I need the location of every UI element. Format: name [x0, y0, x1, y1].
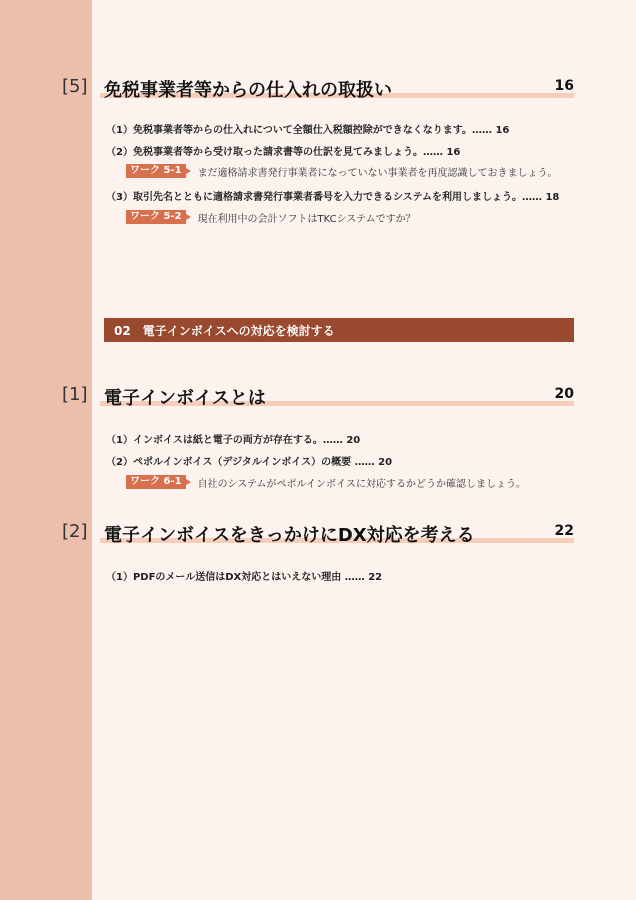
- toc-item[interactable]: （3）取引先名とともに適格請求書発行事業者番号を入力できるシステムを利用しましょう。…… 18: [106, 192, 560, 203]
- toc-item[interactable]: （1）インボイスは紙と電子の両方が存在する。…… 20: [106, 435, 361, 446]
- section-title: 電子インボイスとは: [104, 388, 266, 409]
- work-entry-5-1[interactable]: [126, 164, 558, 178]
- work-text: 現在利用中の会計ソフトはTKCシステムですか？: [197, 213, 416, 225]
- toc-item[interactable]: （1）免税事業者等からの仕入れについて全額仕入税額控除ができなくなります。…… 16: [106, 125, 510, 136]
- toc-item[interactable]: （2）ペポルインボイス（デジタルインボイス）の概要 …… 20: [106, 457, 393, 468]
- section-heading-1[interactable]: [62, 384, 574, 414]
- section-page-number: 16: [554, 78, 574, 94]
- section-heading-5[interactable]: [62, 76, 574, 106]
- work-text: まだ適格請求書発行事業者になっていない事業者を再度認識しておきましょう。: [197, 167, 558, 179]
- section-title: 電子インボイスをきっかけにDX対応を考える: [104, 525, 475, 546]
- work-text: 自社のシステムがペポルインボイスに対応するかどうか確認しましょう。: [197, 478, 526, 490]
- work-entry-5-2[interactable]: [126, 210, 416, 224]
- work-tag: ワーク 5-2: [126, 210, 186, 224]
- side-color-band: [0, 0, 92, 900]
- section-number: [5]: [62, 76, 88, 97]
- section-page-number: 20: [554, 386, 574, 402]
- toc-item[interactable]: （1）PDFのメール送信はDX対応とはいえない理由 …… 22: [106, 572, 383, 583]
- section-heading-2[interactable]: [62, 521, 574, 551]
- work-tag: ワーク 6-1: [126, 475, 186, 489]
- section-number: [2]: [62, 521, 88, 542]
- work-tag: ワーク 5-1: [126, 164, 186, 178]
- chapter-bar[interactable]: 02 電子インボイスへの対応を検討する: [104, 318, 574, 342]
- section-number: [1]: [62, 384, 88, 405]
- section-title: 免税事業者等からの仕入れの取扱い: [104, 80, 392, 101]
- section-page-number: 22: [554, 523, 574, 539]
- work-entry-6-1[interactable]: [126, 475, 526, 489]
- toc-item[interactable]: （2）免税事業者等から受け取った請求書等の仕訳を見てみましょう。…… 16: [106, 147, 461, 158]
